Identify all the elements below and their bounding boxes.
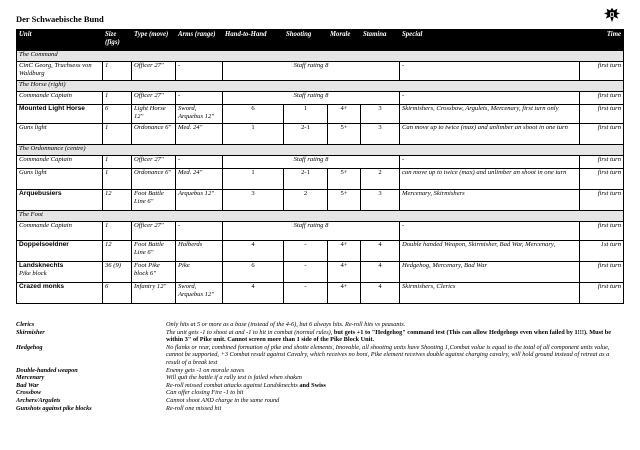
unit-arms: Pike [176,262,223,283]
rule-text: The unit gets -1 to shoot at and -1 to hit in combat (normal rules), [166,328,334,336]
header-cell: Time [580,30,624,51]
rule-text: No flanks or rear, combined formation of pike and shotte elements, Imovable, all shooting units have Shooting 1,Combat value is equal to the total of all component units value, cannot be supported, +3 Combat result against Cavalry, which receives no boni, Pike element receives double against charging cavalry, will hold ground instead of retreat as a result of a break test [166,343,610,366]
staff-rating: Staff rating 8 [223,62,400,81]
section-title: The Horse (right) [17,81,624,92]
rule-item [16,374,623,382]
unit-name: Landsknechts [19,262,64,269]
unit-special: Hedgehog, Mercenary, Bad War [400,262,580,283]
table-row [17,124,624,145]
rule-item [16,321,623,329]
section-row [17,81,624,92]
unit-arms: Sword, Arquebus 12" [176,283,223,304]
unit-hand-to-hand: 1 [223,169,284,190]
unit-morale: 4+ [328,241,361,262]
staff-rating: Staff rating 8 [223,92,400,105]
unit-size: 1 [103,222,132,241]
unit-morale: 5+ [328,190,361,211]
unit-special: Can move up to twice (max) and unlimber an shoot in one turn [400,124,580,145]
unit-name: Guns light [17,124,103,145]
unit-type: Foot Battle Line 6" [132,241,176,262]
unit-name: Mounted Light Horse [17,105,103,124]
unit-shooting: - [284,241,328,262]
unit-morale: 4+ [328,105,361,124]
unit-size: 1 [103,92,132,105]
rule-text-wrap [166,329,623,344]
table-row [17,222,624,241]
section-row [17,145,624,156]
unit-type: Ordonance 6" [132,124,176,145]
unit-special: can move up to twice (max) and unlimber an shoot in one turn [400,169,580,190]
unit-hand-to-hand: 4 [223,283,284,304]
rule-text-wrap [166,382,623,390]
unit-type: Officer 27" [132,156,176,169]
unit-stamina: 3 [361,105,400,124]
unit-hand-to-hand: 6 [223,262,284,283]
page-title: Der Schwaebische Bund [16,14,104,24]
rule-text: Will quit the battle if a rally test is failed when shaken [166,374,302,382]
header-cell: Stamina [361,30,400,51]
rule-name: Gunshots against pike blocks [16,404,92,412]
unit-special: - [400,156,580,169]
unit-stamina: 3 [361,190,400,211]
unit-arms: Halberds [176,241,223,262]
table-row [17,92,624,105]
unit-hand-to-hand: 4 [223,241,284,262]
rule-item [16,367,623,375]
rule-text: Can offer closing Fire -1 to hit [166,389,244,397]
unit-name: Commande Captain [17,222,103,241]
unit-type: Foot Battle Line 6" [132,190,176,211]
rule-text: Re-roll missed combat attacks against Landsknechts [166,381,300,389]
unit-special: - [400,222,580,241]
unit-size: 36 (9) [103,262,132,283]
unit-shooting: 1 [284,105,328,124]
unit-size: 1 [103,124,132,145]
unit-subtitle: Pike block [19,270,47,277]
rule-name: Mercenary [16,374,45,382]
unit-name: Commande Captain [17,92,103,105]
unit-arms: - [176,222,223,241]
rule-text-bold: but gets +1 to "Hedgehog" command test (This can allow Hedgehogs even when failed by 1!!!). Must be within 3" of Pike unit. Cannot screen more than 1 side of the Pike Block Unit. [166,328,612,344]
unit-time: first turn [580,105,624,124]
staff-rating: Staff rating 8 [223,156,400,169]
unit-name: Commande Captain [17,156,103,169]
unit-special: - [400,92,580,105]
rule-text: Enemy gets -1 on morale saves [166,366,245,374]
table-row [17,190,624,211]
header-row [17,30,624,51]
header-cell: Shooting [284,30,328,51]
unit-shooting: 2 [284,190,328,211]
unit-type: Light Horse 12" [132,105,176,124]
rule-item [16,329,623,344]
unit-hand-to-hand: 6 [223,105,284,124]
staff-rating: Staff rating 8 [223,222,400,241]
army-roster-table [16,29,624,304]
rule-name: Double-handed weapon [16,366,78,374]
section-row [17,51,624,62]
table-row [17,156,624,169]
unit-size: 1 [103,156,132,169]
unit-stamina: 2 [361,169,400,190]
rule-item [16,405,623,413]
section-title: The Foot [17,211,624,222]
table-row [17,169,624,190]
rule-name: Crossbow [16,389,42,397]
rule-text-bold: and Swiss [299,381,326,389]
rule-text: Cannot shoot AND charge in the same round [166,396,280,404]
table-row [17,241,624,262]
unit-special: Mercenary, Skirmishers [400,190,580,211]
section-title: The Command [17,51,624,62]
table-row [17,105,624,124]
unit-time: first turn [580,283,624,304]
unit-size: 12 [103,190,132,211]
unit-size: 1 [103,169,132,190]
unit-type: Foot Pike block 6" [132,262,176,283]
unit-type: Infantry 12" [132,283,176,304]
rule-item [16,397,623,405]
header-cell: Hand-to-Hand [223,30,284,51]
table-row [17,283,624,304]
unit-time: first turn [580,190,624,211]
unit-arms: - [176,156,223,169]
unit-time: 1st turn [580,241,624,262]
table-row [17,62,624,81]
header-cell: Size (figs) [103,30,132,51]
unit-arms: - [176,92,223,105]
unit-name: CinC Georg, Truchsess von Waldburg [17,62,103,81]
unit-morale: 5+ [328,124,361,145]
unit-name: Arquebusiers [17,190,103,211]
header-cell: Special [400,30,580,51]
unit-special: Skirmishers, Crossbow, Argulets, Mercenary, first turn only [400,105,580,124]
unit-name: Guns light [17,169,103,190]
section-row [17,211,624,222]
unit-stamina: 3 [361,124,400,145]
rule-name: Hedgehog [16,343,43,351]
unit-type: Ordonance 6" [132,169,176,190]
rule-name: Skirmisher [16,328,45,336]
unit-arms: Arquebus 12" [176,190,223,211]
header-cell: Morale [328,30,361,51]
special-rules-list [16,321,623,412]
table-row [17,262,624,283]
eagle-crest-icon [603,6,621,24]
unit-special: Double handed Weapon, Skirmisher, Bad War, Mercenary, [400,241,580,262]
rule-item [16,382,623,390]
unit-hand-to-hand: 1 [223,124,284,145]
unit-arms: Sword, Arquebus 12" [176,105,223,124]
unit-special: - [400,62,580,81]
unit-hand-to-hand: 3 [223,190,284,211]
unit-time: first turn [580,222,624,241]
unit-time: first turn [580,124,624,145]
rule-text: Only hits at 5 or more as a base (instead of the 4-6), but 6 always hits. Re-roll hits vs peasants. [166,321,406,328]
unit-arms: Med. 24" [176,124,223,145]
header-cell: Type (move) [132,30,176,51]
unit-arms: - [176,62,223,81]
unit-shooting: - [284,283,328,304]
unit-shooting: 2-1 [284,169,328,190]
unit-time: first turn [580,262,624,283]
rule-item [16,344,623,367]
unit-type: Officer 27" [132,222,176,241]
rule-item [16,389,623,397]
unit-morale: 5+ [328,169,361,190]
rule-name: Clerics [16,321,35,328]
section-title: The Ordonnance (centre) [17,145,624,156]
unit-name: Doppelsoeldner [17,241,103,262]
rule-name: Bad War [16,381,39,389]
unit-stamina: 4 [361,241,400,262]
unit-shooting: 2-1 [284,124,328,145]
rule-name: Archers/Argulets [16,396,61,404]
header-cell: Unit [17,30,103,51]
unit-name: Crazed monks [17,283,103,304]
unit-type: Officer 27" [132,62,176,81]
unit-time: first turn [580,156,624,169]
unit-arms: Med. 24" [176,169,223,190]
unit-morale: 4+ [328,262,361,283]
unit-size: 1 [103,62,132,81]
unit-time: first turn [580,62,624,81]
unit-morale: 4+ [328,283,361,304]
rule-text: Re-roll one missed hit [166,404,222,412]
unit-size: 6 [103,283,132,304]
unit-time: first turn [580,92,624,105]
unit-name-cell [17,262,103,283]
unit-special: Skirmishers, Clerics [400,283,580,304]
unit-stamina: 4 [361,283,400,304]
header-cell: Arms (range) [176,30,223,51]
unit-type: Officer 27" [132,92,176,105]
unit-size: 6 [103,105,132,124]
unit-stamina: 4 [361,262,400,283]
unit-size: 12 [103,241,132,262]
unit-shooting: - [284,262,328,283]
unit-time: first turn [580,169,624,190]
